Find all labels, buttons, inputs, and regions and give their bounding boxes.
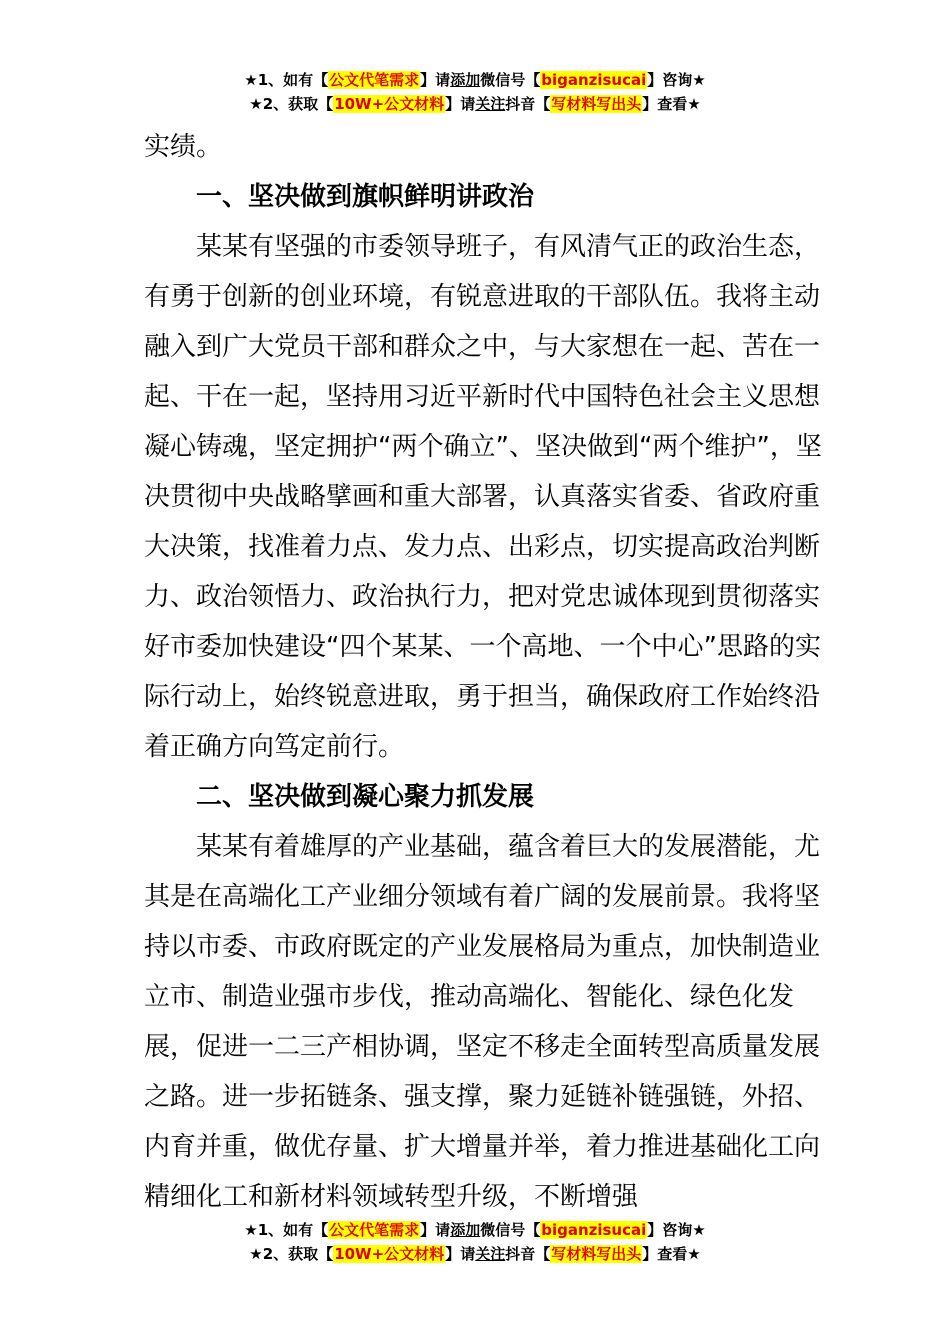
- banner-highlight: 公文代笔需求: [329, 1221, 420, 1239]
- banner-line-2: ★2、获取【10W+公文材料】请关注抖音【写材料写出头】查看★: [249, 95, 701, 113]
- banner-line-1: ★1、如有【公文代笔需求】请添加微信号【biganzisucai】咨询★: [244, 71, 706, 89]
- section-2-paragraph: 某某有着雄厚的产业基础，蕴含着巨大的发展潜能，尤其是在高端化工产业细分领域有着广阔的发展前景。我将坚持以市委、市政府既定的产业发展格局为重点，加快制造业立市、制造业强市步伐，推动高端化、智能化、绿色化发展，促进一二三产相协调，坚定不移走全面转型高质量发展之路。进一步拓链条、强支撑，聚力延链补链强链，外招、内育并重，做优存量、扩大增量并举，着力推进基础化工向精细化工和新材料领域转型升级，不断增强: [144, 832, 821, 1212]
- section-1-heading: 一、坚决做到旗帜鲜明讲政治: [196, 182, 535, 212]
- banner-line-2: ★2、获取【10W+公文材料】请关注抖音【写材料写出头】查看★: [249, 1245, 701, 1263]
- banner-highlight: 10W+公文材料: [334, 95, 445, 113]
- section-1-paragraph: 某某有坚强的市委领导班子，有风清气正的政治生态，有勇于创新的创业环境，有锐意进取的干部队伍。我将主动融入到广大党员干部和群众之中，与大家想在一起、苦在一起、干在一起，坚持用习近平新时代中国特色社会主义思想凝心铸魂，坚定拥护“两个确立”、坚决做到“两个维护”，坚决贯彻中央战略擘画和重大部署，认真落实省委、省政府重大决策，找准着力点、发力点、出彩点，切实提高政治判断力、政治领悟力、政治执行力，把对党忠诚体现到贯彻落实好市委加快建设“四个某某、一个高地、一个中心”思路的实际行动上，始终锐意进取，勇于担当，确保政府工作始终沿着正确方向笃定前行。: [144, 232, 822, 762]
- section-2-heading: 二、坚决做到凝心聚力抓发展: [196, 782, 535, 812]
- document-body: [144, 122, 824, 1222]
- footer-banner: [0, 1218, 950, 1266]
- banner-wechat-id: biganzisucai: [541, 71, 647, 89]
- banner-line-1: ★1、如有【公文代笔需求】请添加微信号【biganzisucai】咨询★: [244, 1221, 706, 1239]
- banner-highlight: 10W+公文材料: [334, 1245, 445, 1263]
- banner-highlight: 公文代笔需求: [329, 71, 420, 89]
- intro-paragraph: 实绩。: [144, 132, 223, 162]
- banner-douyin-name: 写材料写出头: [551, 1245, 642, 1263]
- banner-douyin-name: 写材料写出头: [551, 95, 642, 113]
- header-banner: [0, 68, 950, 116]
- banner-wechat-id: biganzisucai: [541, 1221, 647, 1239]
